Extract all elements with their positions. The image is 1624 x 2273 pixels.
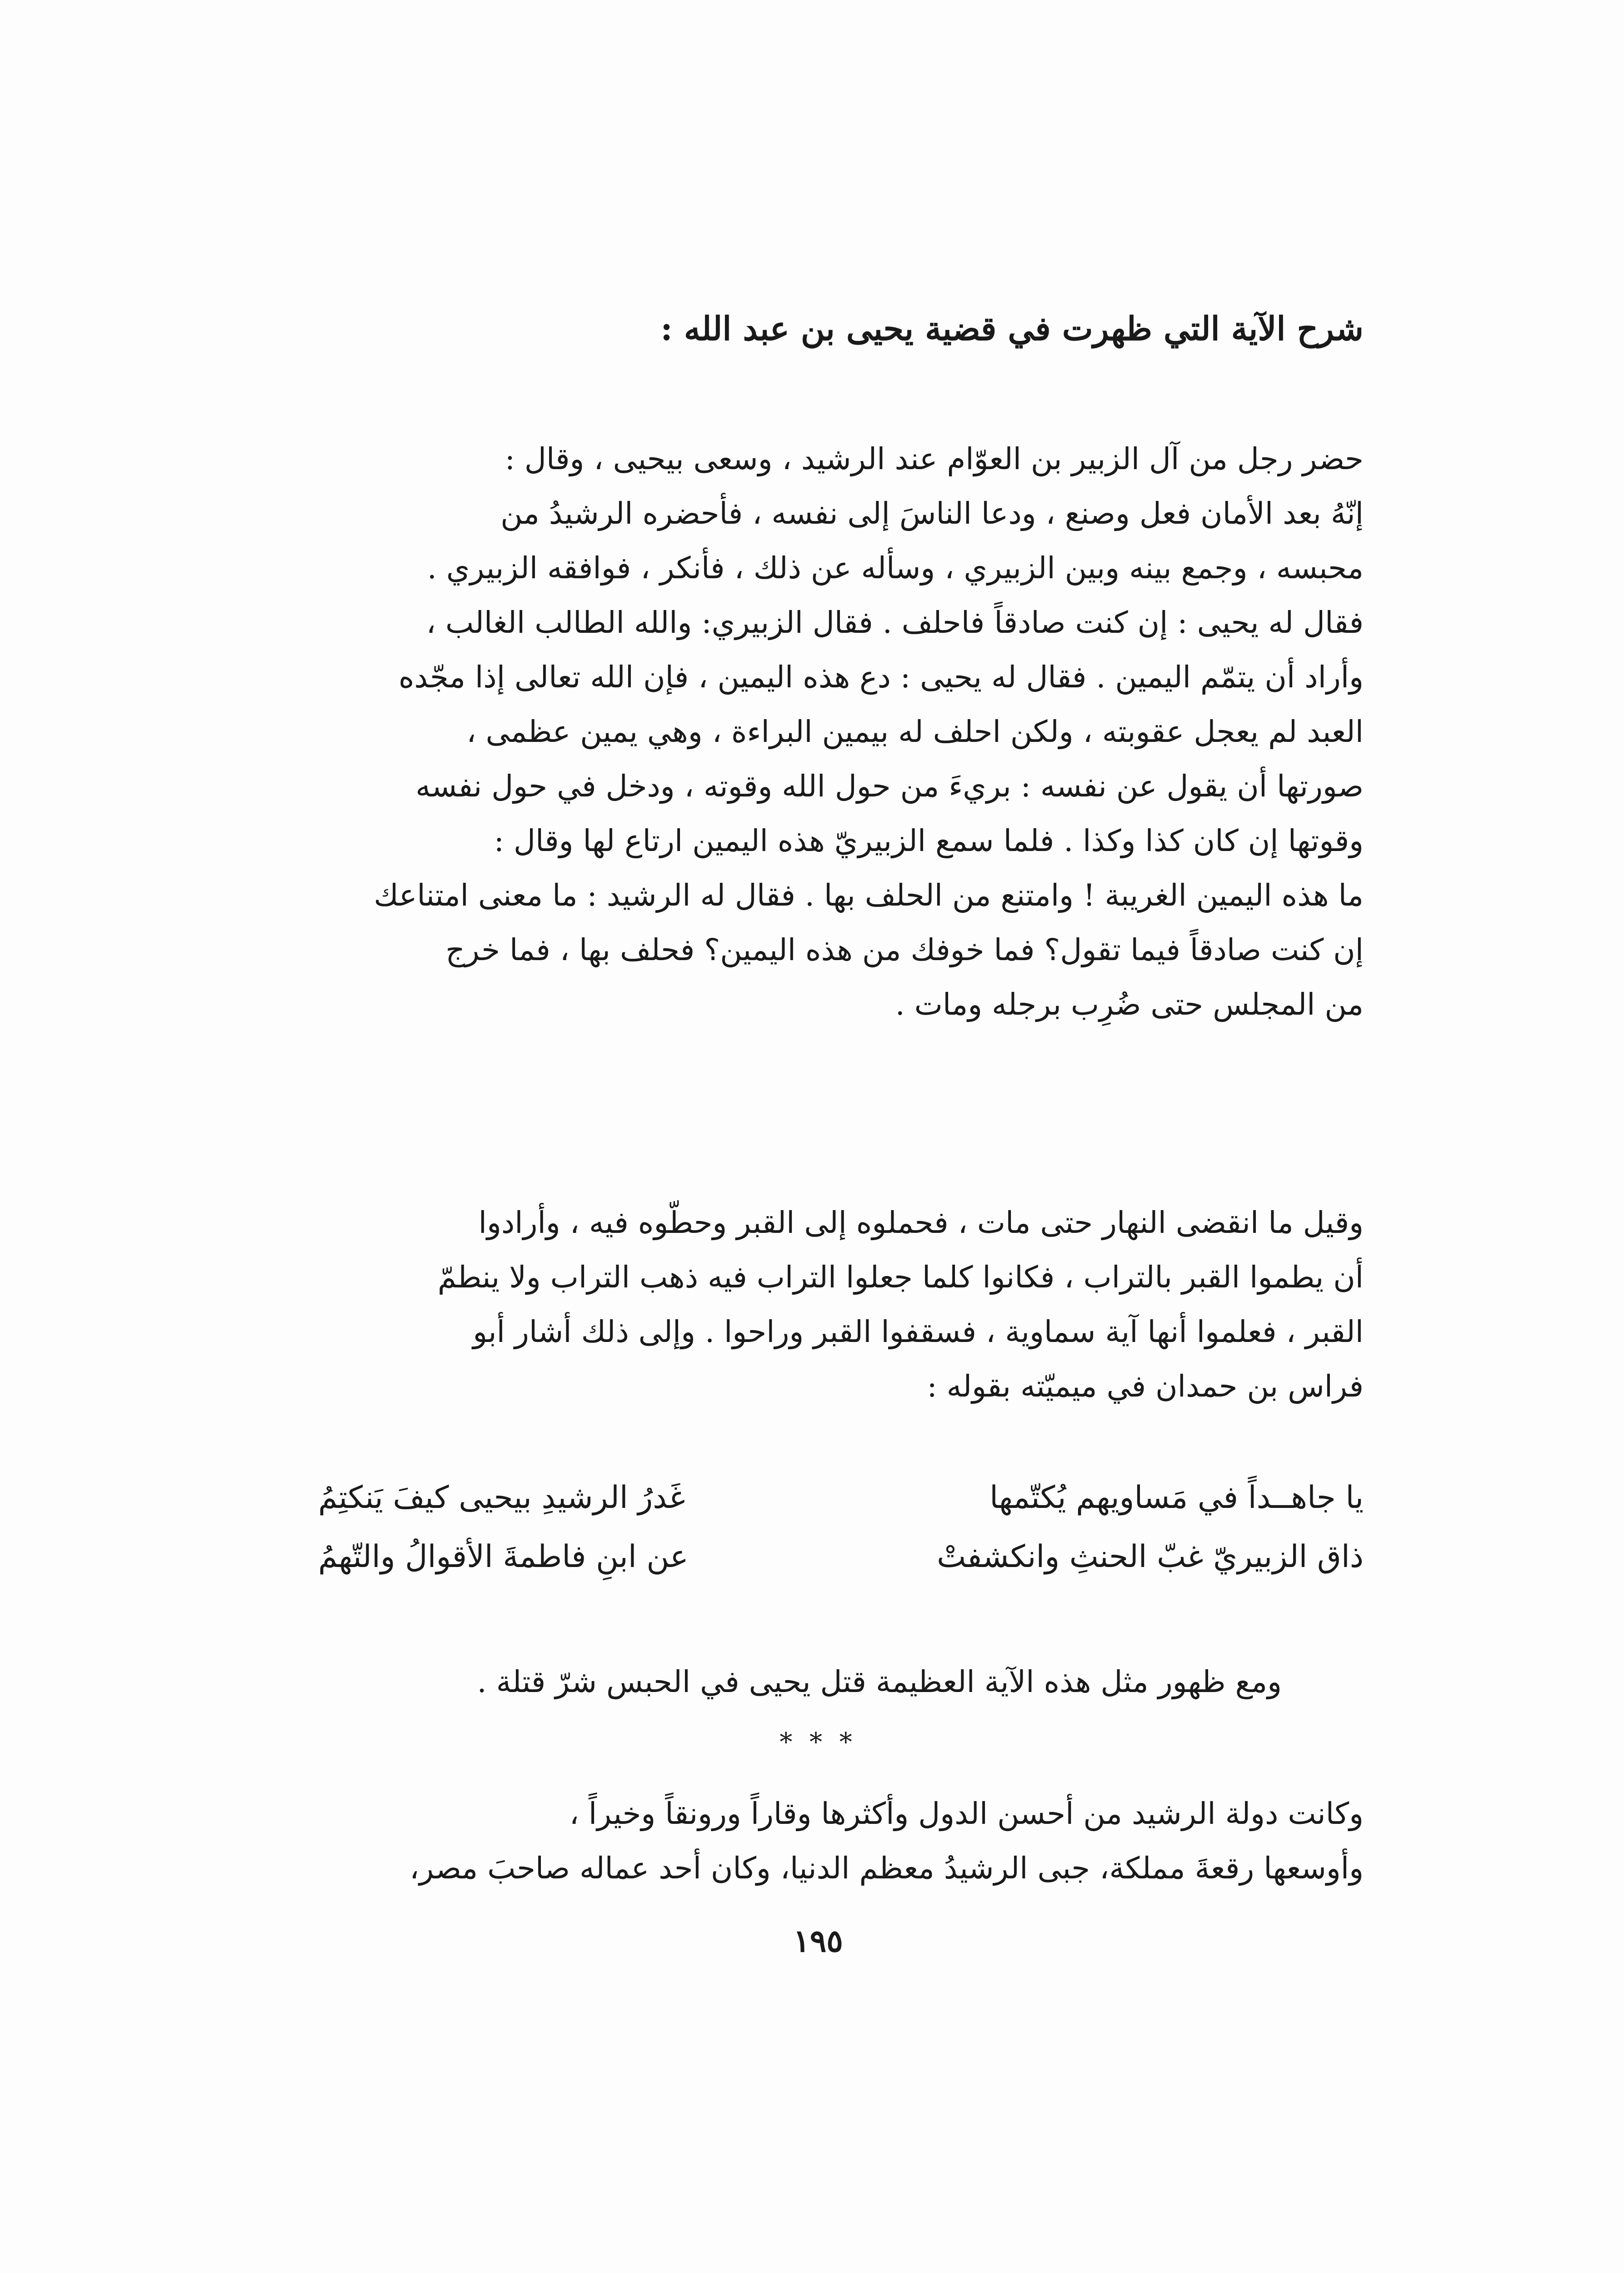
text-line: القبر ، فعلموا أنها آية سماوية ، فسقفوا القبر وراحوا . وإلى ذلك أشار أبو (473, 1314, 1364, 1349)
text-line: إن كنت صادقاً فيما تقول؟ فما خوفك من هذه اليمين؟ فحلف بها ، فما خرج (445, 932, 1364, 967)
verse-first-hemistich: ذاق الزبيريّ غبّ الحنثِ وانكشفتْ (937, 1539, 1364, 1575)
paragraph-3 (318, 1655, 1282, 1709)
text-line: وقوتها إن كان كذا وكذا . فلما سمع الزبيريّ هذه اليمين ارتاع لها وقال : (494, 823, 1364, 858)
verse-second-hemistich: عن ابنِ فاطمةَ الأقوالُ والتّهمُ (318, 1539, 689, 1575)
text-line: وقيل ما انقضى النهار حتى مات ، فحملوه إلى القبر وحطّوه فيه ، وأرادوا (478, 1205, 1364, 1240)
text-line: محبسه ، وجمع بينه وبين الزبيري ، وسأله عن ذلك ، فأنكر ، فوافقه الزبيري . (427, 551, 1364, 586)
text-line: إنّهُ بعد الأمان فعل وصنع ، ودعا الناسَ إلى نفسه ، فأحضره الرشيدُ من (500, 496, 1364, 531)
paragraph-4 (318, 1787, 1364, 1896)
section-heading: شرح الآية التي ظهرت في قضية يحيى بن عبد الله : (660, 309, 1364, 348)
text-line: فقال له يحيى : إن كنت صادقاً فاحلف . فقال الزبيري: والله الطالب الغالب ، (426, 605, 1364, 640)
page-number: ١٩٥ (793, 1923, 843, 1959)
text-line: ومع ظهور مثل هذه الآية العظيمة قتل يحيى في الحبس شرّ قتلة . (477, 1664, 1282, 1699)
text-line: وأوسعها رقعةَ مملكة، جبى الرشيدُ معظم الدنيا، وكان أحد عماله صاحبَ مصر، (409, 1851, 1364, 1886)
paragraph-2 (318, 1196, 1364, 1414)
text-line: من المجلس حتى ضُرِب برجله ومات . (895, 987, 1364, 1022)
text-line: وأراد أن يتمّم اليمين . فقال له يحيى : دع هذه اليمين ، فإن الله تعالى إذا مجّده (398, 660, 1364, 695)
text-line: فراس بن حمدان في ميميّته بقوله : (927, 1369, 1364, 1404)
text-line: صورتها أن يقول عن نفسه : بريءَ من حول الله وقوته ، ودخل في حول نفسه (415, 769, 1364, 804)
poem-verses (318, 1468, 1364, 1587)
text-line: وكانت دولة الرشيد من أحسن الدول وأكثرها وقاراً ورونقاً وخيراً ، (569, 1796, 1364, 1831)
text-line: أن يطموا القبر بالتراب ، فكانوا كلما جعلوا التراب فيه ذهب التراب ولا ينطمّ (437, 1260, 1364, 1295)
paragraph-1 (318, 432, 1364, 1032)
text-line: ما هذه اليمين الغريبة ! وامتنع من الحلف بها . فقال له الرشيد : ما معنى امتناعك (374, 878, 1364, 913)
poem-verse (318, 1468, 1364, 1527)
verse-first-hemistich: يا جاهــداً في مَساويهم يُكتّمها (989, 1480, 1364, 1516)
verse-second-hemistich: غَدرُ الرشيدِ بيحيى كيفَ يَنكتِمُ (318, 1480, 685, 1516)
text-line: العبد لم يعجل عقوبته ، ولكن احلف له بيمين البراءة ، وهي يمين عظمى ، (466, 714, 1364, 749)
text-line: حضر رجل من آل الزبير بن العوّام عند الرشيد ، وسعى بيحيى ، وقال : (505, 441, 1364, 476)
section-separator: * * * (780, 1727, 857, 1757)
poem-verse (318, 1527, 1364, 1587)
